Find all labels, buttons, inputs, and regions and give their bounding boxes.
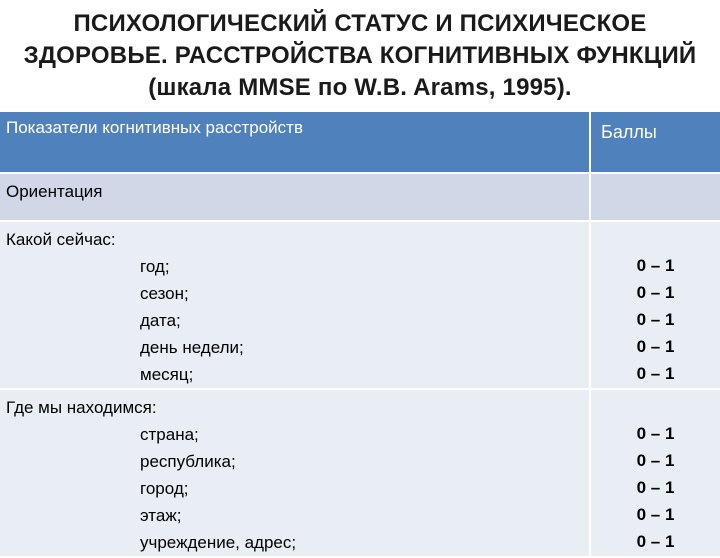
score-value: 0 – 1 [636, 451, 675, 470]
list-item: город; [140, 479, 189, 498]
list-item: сезон; [140, 284, 189, 303]
title-line-1: ПСИХОЛОГИЧЕСКИЙ СТАТУС И ПСИХИЧЕСКОЕ [73, 10, 647, 37]
score-value: 0 – 1 [636, 478, 675, 497]
group-heading: Где мы находимся: [6, 398, 157, 417]
score-value: 0 – 1 [636, 364, 675, 383]
group-time-scores [590, 221, 720, 389]
section-row [0, 173, 720, 221]
group-place-scores [590, 389, 720, 557]
score-value: 0 – 1 [636, 256, 675, 275]
title-line-2: ЗДОРОВЬЕ. РАССТРОЙСТВА КОГНИТИВНЫХ ФУНКЦИЙ [23, 42, 697, 69]
score-value: 0 – 1 [636, 532, 675, 551]
table-row [0, 389, 720, 557]
list-item: год; [140, 257, 170, 276]
header-indicators: Показатели когнитивных расстройств [0, 112, 590, 173]
list-item: дата; [140, 311, 181, 330]
score-value: 0 – 1 [636, 424, 675, 443]
table-header-row [0, 112, 720, 173]
score-value: 0 – 1 [636, 283, 675, 302]
list-item: страна; [140, 425, 199, 444]
section-orientation: Ориентация [0, 173, 590, 221]
table-row [0, 221, 720, 389]
section-score-cell [590, 173, 720, 221]
score-value: 0 – 1 [636, 337, 675, 356]
list-item: месяц; [140, 365, 194, 384]
group-time-cell [0, 221, 590, 389]
list-item: учреждение, адрес; [140, 533, 297, 552]
title-line-3: (шкала MMSE по W.B. Arams, 1995). [148, 74, 572, 101]
header-scores: Баллы [590, 112, 720, 173]
list-item: день недели; [140, 338, 244, 357]
group-place-cell [0, 389, 590, 557]
list-item: этаж; [140, 506, 182, 525]
mmse-table [0, 112, 720, 558]
group-heading: Какой сейчас: [6, 230, 116, 249]
page-title [0, 8, 720, 104]
score-value: 0 – 1 [636, 310, 675, 329]
list-item: республика; [140, 452, 236, 471]
score-value: 0 – 1 [636, 505, 675, 524]
